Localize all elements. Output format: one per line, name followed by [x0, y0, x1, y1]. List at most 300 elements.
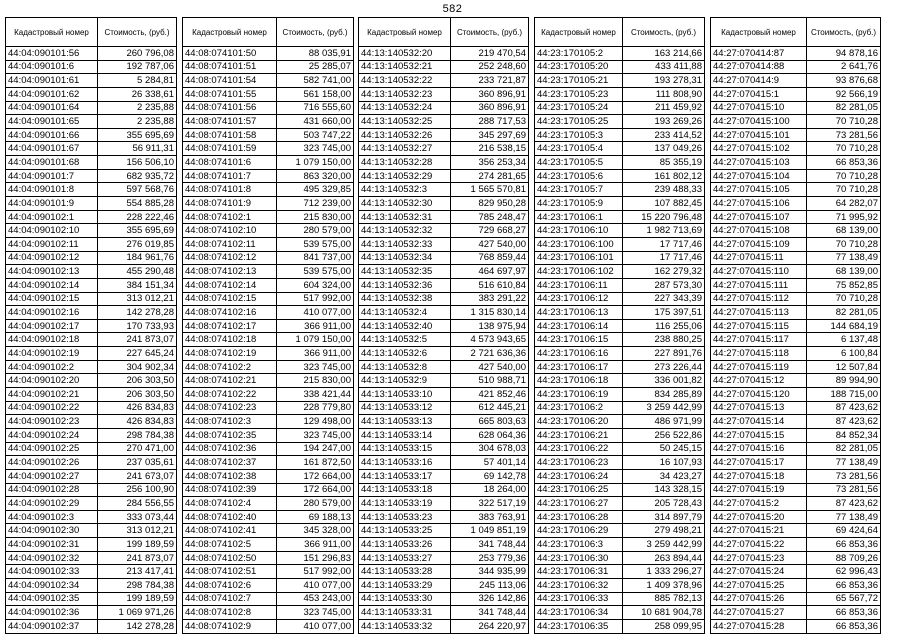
table-row — [535, 142, 705, 156]
cost-cell: 516 610,84 — [451, 278, 529, 292]
table-row — [6, 401, 177, 415]
table-row — [711, 592, 881, 606]
cadastral-number-cell: 44:13:140532:31 — [359, 210, 451, 224]
cost-cell: 228 222,46 — [98, 210, 177, 224]
cost-cell: 93 876,68 — [807, 74, 881, 88]
cadastral-number-cell: 44:23:170106:14 — [535, 319, 623, 333]
cost-cell: 116 255,06 — [623, 319, 705, 333]
table-row — [6, 183, 177, 197]
cost-cell: 1 333 296,27 — [623, 565, 705, 579]
cost-cell: 517 992,00 — [277, 292, 354, 306]
cadastral-number-cell: 44:08:074102:3 — [183, 415, 277, 429]
header-cost: Стоимость, (руб.) — [451, 18, 529, 47]
cost-cell: 431 660,00 — [277, 115, 354, 129]
table-row — [6, 101, 177, 115]
cost-cell: 70 710,28 — [807, 169, 881, 183]
table-row — [711, 101, 881, 115]
cadastral-number-cell: 44:04:090102:34 — [6, 578, 98, 592]
table-row — [535, 360, 705, 374]
table-row — [183, 428, 354, 442]
cost-cell: 143 328,15 — [623, 483, 705, 497]
cost-cell: 188 715,00 — [807, 388, 881, 402]
table-row — [183, 551, 354, 565]
cadastral-number-cell: 44:04:090102:30 — [6, 524, 98, 538]
cadastral-number-cell: 44:23:170105:3 — [535, 128, 623, 142]
cost-cell: 561 158,00 — [277, 87, 354, 101]
table-row — [535, 306, 705, 320]
cadastral-number-cell: 44:08:074101:9 — [183, 197, 277, 211]
cost-cell: 227 891,76 — [623, 347, 705, 361]
cost-cell: 89 994,90 — [807, 374, 881, 388]
table-row — [711, 128, 881, 142]
cost-cell: 716 555,60 — [277, 101, 354, 115]
table-row — [535, 60, 705, 74]
cost-cell: 245 113,06 — [451, 578, 529, 592]
cost-cell: 237 035,61 — [98, 456, 177, 470]
table-row — [6, 606, 177, 620]
cost-cell: 2 721 636,36 — [451, 347, 529, 361]
cost-cell: 712 239,00 — [277, 197, 354, 211]
cadastral-number-cell: 44:23:170105:7 — [535, 183, 623, 197]
cost-cell: 253 779,36 — [451, 551, 529, 565]
cadastral-number-cell: 44:23:170106:10 — [535, 224, 623, 238]
cadastral-number-cell: 44:13:140533:23 — [359, 510, 451, 524]
cost-cell: 270 471,00 — [98, 442, 177, 456]
table-row — [6, 497, 177, 511]
cadastral-number-cell: 44:08:074102:39 — [183, 483, 277, 497]
cost-cell: 276 019,85 — [98, 237, 177, 251]
cost-cell: 355 695,69 — [98, 128, 177, 142]
cost-cell: 184 961,76 — [98, 251, 177, 265]
cadastral-number-cell: 44:27:070415:117 — [711, 333, 807, 347]
table-row — [359, 156, 529, 170]
table-row — [359, 128, 529, 142]
table-row — [359, 101, 529, 115]
cost-cell: 345 297,69 — [451, 128, 529, 142]
cadastral-number-cell: 44:04:090102:14 — [6, 278, 98, 292]
cadastral-number-cell: 44:13:140532:21 — [359, 60, 451, 74]
cadastral-number-cell: 44:04:090102:22 — [6, 401, 98, 415]
table-row — [6, 47, 177, 61]
cadastral-number-cell: 44:27:070415:119 — [711, 360, 807, 374]
cadastral-number-cell: 44:04:090101:66 — [6, 128, 98, 142]
cadastral-number-cell: 44:23:170106:17 — [535, 360, 623, 374]
table-row — [711, 74, 881, 88]
table-row — [535, 128, 705, 142]
table-row — [359, 428, 529, 442]
cadastral-number-cell: 44:04:090102:33 — [6, 565, 98, 579]
cadastral-number-cell: 44:08:074101:6 — [183, 156, 277, 170]
cadastral-number-cell: 44:27:070415:27 — [711, 606, 807, 620]
cost-cell: 729 668,27 — [451, 224, 529, 238]
cost-cell: 162 279,32 — [623, 265, 705, 279]
table-row — [535, 442, 705, 456]
cost-cell: 129 498,00 — [277, 415, 354, 429]
cost-cell: 62 996,43 — [807, 565, 881, 579]
cadastral-number-cell: 44:23:170106:19 — [535, 388, 623, 402]
cadastral-number-cell: 44:04:090102:13 — [6, 265, 98, 279]
table-row — [6, 333, 177, 347]
cost-cell: 172 664,00 — [277, 469, 354, 483]
cost-cell: 88 035,91 — [277, 47, 354, 61]
table-row — [535, 469, 705, 483]
cost-cell: 628 064,36 — [451, 428, 529, 442]
table-row — [359, 538, 529, 552]
cadastral-number-cell: 44:08:074101:55 — [183, 87, 277, 101]
cost-cell: 333 073,44 — [98, 510, 177, 524]
table-row — [183, 292, 354, 306]
cadastral-number-cell: 44:27:070415:15 — [711, 428, 807, 442]
cost-cell: 326 142,86 — [451, 592, 529, 606]
cadastral-number-cell: 44:08:074102:22 — [183, 388, 277, 402]
cadastral-number-cell: 44:13:140532:32 — [359, 224, 451, 238]
table-row — [359, 415, 529, 429]
cadastral-number-cell: 44:23:170106:1 — [535, 210, 623, 224]
cost-cell: 87 423,62 — [807, 415, 881, 429]
cadastral-number-cell: 44:23:170106:16 — [535, 347, 623, 361]
cadastral-number-cell: 44:27:070415:108 — [711, 224, 807, 238]
cadastral-number-cell: 44:23:170106:3 — [535, 538, 623, 552]
cadastral-number-cell: 44:08:074102:51 — [183, 565, 277, 579]
cost-cell: 77 138,49 — [807, 510, 881, 524]
cadastral-number-cell: 44:27:070415:112 — [711, 292, 807, 306]
cadastral-number-cell: 44:13:140532:3 — [359, 183, 451, 197]
cost-cell: 2 235,88 — [98, 115, 177, 129]
cost-cell: 841 737,00 — [277, 251, 354, 265]
cost-cell: 313 012,21 — [98, 524, 177, 538]
cadastral-number-cell: 44:13:140532:22 — [359, 74, 451, 88]
cadastral-number-cell: 44:13:140532:8 — [359, 360, 451, 374]
cadastral-number-cell: 44:13:140533:18 — [359, 483, 451, 497]
cost-cell: 10 681 904,78 — [623, 606, 705, 620]
cost-cell: 138 975,94 — [451, 319, 529, 333]
cadastral-number-cell: 44:04:090101:68 — [6, 156, 98, 170]
cadastral-number-cell: 44:04:090102:29 — [6, 497, 98, 511]
cost-cell: 1 049 851,19 — [451, 524, 529, 538]
cost-cell: 205 728,43 — [623, 497, 705, 511]
cost-cell: 345 328,00 — [277, 524, 354, 538]
cost-cell: 366 911,00 — [277, 538, 354, 552]
cadastral-number-cell: 44:13:140533:19 — [359, 497, 451, 511]
table-row — [711, 169, 881, 183]
cost-cell: 1 982 713,69 — [623, 224, 705, 238]
table-row — [183, 592, 354, 606]
table-row — [6, 415, 177, 429]
cost-cell: 2 235,88 — [98, 101, 177, 115]
table-row — [183, 169, 354, 183]
cadastral-number-cell: 44:13:140533:32 — [359, 619, 451, 633]
cadastral-number-cell: 44:27:070415:111 — [711, 278, 807, 292]
table-row — [535, 183, 705, 197]
cadastral-number-cell: 44:13:140533:26 — [359, 538, 451, 552]
table-row — [359, 74, 529, 88]
cadastral-number-cell: 44:13:140532:23 — [359, 87, 451, 101]
table-row — [535, 47, 705, 61]
cost-cell: 18 264,00 — [451, 483, 529, 497]
cadastral-number-cell: 44:08:074102:9 — [183, 619, 277, 633]
table-row — [711, 210, 881, 224]
cost-cell: 241 673,07 — [98, 469, 177, 483]
cost-cell: 280 579,00 — [277, 497, 354, 511]
cost-cell: 665 803,63 — [451, 415, 529, 429]
cost-cell: 25 285,07 — [277, 60, 354, 74]
cadastral-number-cell: 44:04:090101:9 — [6, 197, 98, 211]
table-row — [535, 565, 705, 579]
cadastral-number-cell: 44:23:170106:2 — [535, 401, 623, 415]
table-row — [711, 415, 881, 429]
cost-cell: 70 710,28 — [807, 115, 881, 129]
cost-cell: 87 423,62 — [807, 497, 881, 511]
cadastral-number-cell: 44:23:170106:34 — [535, 606, 623, 620]
table-row — [359, 197, 529, 211]
table-row — [6, 456, 177, 470]
table-row — [183, 278, 354, 292]
cost-cell: 69 188,13 — [277, 510, 354, 524]
table-row — [535, 278, 705, 292]
cost-cell: 85 355,19 — [623, 156, 705, 170]
cadastral-number-cell: 44:23:170106:18 — [535, 374, 623, 388]
cost-cell: 71 995,92 — [807, 210, 881, 224]
cadastral-number-cell: 44:08:074101:50 — [183, 47, 277, 61]
table-row — [711, 60, 881, 74]
table-row — [711, 428, 881, 442]
table-row — [535, 401, 705, 415]
cadastral-table-5 — [710, 17, 881, 634]
cadastral-number-cell: 44:27:070415:115 — [711, 319, 807, 333]
cadastral-number-cell: 44:08:074102:36 — [183, 442, 277, 456]
cadastral-number-cell: 44:13:140532:27 — [359, 142, 451, 156]
cost-cell: 264 220,97 — [451, 619, 529, 633]
cadastral-number-cell: 44:27:070415:109 — [711, 237, 807, 251]
table-row — [183, 360, 354, 374]
cost-cell: 84 852,34 — [807, 428, 881, 442]
table-row — [6, 60, 177, 74]
cadastral-number-cell: 44:23:170106:35 — [535, 619, 623, 633]
cost-cell: 1 565 570,81 — [451, 183, 529, 197]
cadastral-number-cell: 44:04:090101:67 — [6, 142, 98, 156]
cost-cell: 1 079 150,00 — [277, 156, 354, 170]
cost-cell: 410 077,00 — [277, 578, 354, 592]
cost-cell: 34 423,27 — [623, 469, 705, 483]
cost-cell: 336 001,82 — [623, 374, 705, 388]
cost-cell: 26 338,61 — [98, 87, 177, 101]
cadastral-number-cell: 44:04:090101:56 — [6, 47, 98, 61]
cadastral-number-cell: 44:08:074101:7 — [183, 169, 277, 183]
cadastral-number-cell: 44:08:074102:37 — [183, 456, 277, 470]
table-row — [711, 156, 881, 170]
cost-cell: 70 710,28 — [807, 142, 881, 156]
cost-cell: 66 853,36 — [807, 606, 881, 620]
cadastral-number-cell: 44:08:074101:8 — [183, 183, 277, 197]
cadastral-number-cell: 44:04:090102:3 — [6, 510, 98, 524]
header-cost: Стоимость, (руб.) — [623, 18, 705, 47]
table-row — [535, 115, 705, 129]
cost-cell: 338 421,44 — [277, 388, 354, 402]
table-row — [183, 183, 354, 197]
cost-cell: 206 303,50 — [98, 374, 177, 388]
table-row — [183, 388, 354, 402]
table-row — [711, 578, 881, 592]
cadastral-number-cell: 44:13:140533:15 — [359, 442, 451, 456]
cadastral-number-cell: 44:04:090102:12 — [6, 251, 98, 265]
table-row — [711, 456, 881, 470]
cost-cell: 70 710,28 — [807, 183, 881, 197]
cost-cell: 427 540,00 — [451, 360, 529, 374]
table-row — [359, 333, 529, 347]
cadastral-table-2 — [182, 17, 354, 634]
cost-cell: 144 684,19 — [807, 319, 881, 333]
cadastral-number-cell: 44:13:140532:34 — [359, 251, 451, 265]
cadastral-number-cell: 44:13:140532:30 — [359, 197, 451, 211]
cost-cell: 199 189,59 — [98, 538, 177, 552]
cost-cell: 539 575,00 — [277, 237, 354, 251]
table-row — [6, 251, 177, 265]
table-row — [359, 456, 529, 470]
cadastral-number-cell: 44:08:074102:41 — [183, 524, 277, 538]
cost-cell: 16 107,93 — [623, 456, 705, 470]
cadastral-number-cell: 44:27:070415:105 — [711, 183, 807, 197]
table-row — [6, 224, 177, 238]
cadastral-number-cell: 44:08:074102:1 — [183, 210, 277, 224]
table-row — [359, 442, 529, 456]
cost-cell: 57 401,14 — [451, 456, 529, 470]
table-row — [183, 74, 354, 88]
cadastral-number-cell: 44:27:070415:16 — [711, 442, 807, 456]
cadastral-number-cell: 44:08:074101:54 — [183, 74, 277, 88]
cadastral-number-cell: 44:27:070414:88 — [711, 60, 807, 74]
cost-cell: 77 138,49 — [807, 251, 881, 265]
table-row — [183, 265, 354, 279]
cadastral-number-cell: 44:23:170105:9 — [535, 197, 623, 211]
cost-cell: 344 935,99 — [451, 565, 529, 579]
cost-cell: 1 315 830,14 — [451, 306, 529, 320]
table-row — [711, 524, 881, 538]
cost-cell: 360 896,91 — [451, 87, 529, 101]
cadastral-number-cell: 44:27:070415:19 — [711, 483, 807, 497]
table-row — [535, 156, 705, 170]
cadastral-number-cell: 44:13:140533:27 — [359, 551, 451, 565]
cadastral-number-cell: 44:27:070415:18 — [711, 469, 807, 483]
table-row — [183, 224, 354, 238]
cadastral-number-cell: 44:27:070415:22 — [711, 538, 807, 552]
cost-cell: 863 320,00 — [277, 169, 354, 183]
table-row — [535, 333, 705, 347]
cadastral-number-cell: 44:08:074102:10 — [183, 224, 277, 238]
cost-cell: 341 748,44 — [451, 538, 529, 552]
header-cost: Стоимость, (руб.) — [807, 18, 881, 47]
table-row — [183, 87, 354, 101]
cost-cell: 66 853,36 — [807, 619, 881, 633]
cost-cell: 433 411,88 — [623, 60, 705, 74]
table-row — [359, 469, 529, 483]
cadastral-number-cell: 44:23:170106:31 — [535, 565, 623, 579]
cadastral-number-cell: 44:23:170106:12 — [535, 292, 623, 306]
cadastral-number-cell: 44:27:070415:1 — [711, 87, 807, 101]
table-row — [711, 469, 881, 483]
cost-cell: 199 189,59 — [98, 592, 177, 606]
cost-cell: 88 709,26 — [807, 551, 881, 565]
cost-cell: 17 717,46 — [623, 237, 705, 251]
table-row — [183, 47, 354, 61]
cadastral-number-cell: 44:27:070415:106 — [711, 197, 807, 211]
cost-cell: 94 878,16 — [807, 47, 881, 61]
cost-cell: 288 717,53 — [451, 115, 529, 129]
table-row — [6, 306, 177, 320]
cadastral-number-cell: 44:27:070415:25 — [711, 578, 807, 592]
table-row — [6, 360, 177, 374]
table-row — [183, 128, 354, 142]
cadastral-number-cell: 44:23:170106:24 — [535, 469, 623, 483]
cadastral-number-cell: 44:27:070415:28 — [711, 619, 807, 633]
table-row — [359, 87, 529, 101]
cadastral-table-4 — [534, 17, 705, 634]
cost-cell: 298 784,38 — [98, 578, 177, 592]
cost-cell: 421 852,46 — [451, 388, 529, 402]
cadastral-number-cell: 44:08:074102:35 — [183, 428, 277, 442]
cadastral-table-3 — [358, 17, 529, 634]
cadastral-number-cell: 44:13:140532:26 — [359, 128, 451, 142]
cost-cell: 256 100,90 — [98, 483, 177, 497]
cost-cell: 213 417,41 — [98, 565, 177, 579]
cadastral-number-cell: 44:23:170105:6 — [535, 169, 623, 183]
cost-cell: 82 281,05 — [807, 442, 881, 456]
table-row — [711, 224, 881, 238]
cadastral-number-cell: 44:13:140532:33 — [359, 237, 451, 251]
cost-cell: 885 782,13 — [623, 592, 705, 606]
cost-cell: 68 139,00 — [807, 224, 881, 238]
cost-cell: 503 747,22 — [277, 128, 354, 142]
cadastral-number-cell: 44:04:090102:15 — [6, 292, 98, 306]
cadastral-number-cell: 44:08:074102:17 — [183, 319, 277, 333]
table-row — [711, 87, 881, 101]
cadastral-table-1 — [5, 17, 177, 634]
cadastral-number-cell: 44:04:090101:61 — [6, 74, 98, 88]
cost-cell: 142 278,28 — [98, 619, 177, 633]
cost-cell: 69 424,64 — [807, 524, 881, 538]
table-row — [711, 306, 881, 320]
cost-cell: 304 902,34 — [98, 360, 177, 374]
table-row — [535, 251, 705, 265]
cost-cell: 252 248,60 — [451, 60, 529, 74]
cost-cell: 260 796,08 — [98, 47, 177, 61]
table-row — [535, 497, 705, 511]
cadastral-number-cell: 44:23:170105:4 — [535, 142, 623, 156]
cadastral-number-cell: 44:23:170106:101 — [535, 251, 623, 265]
cadastral-number-cell: 44:08:074101:56 — [183, 101, 277, 115]
cost-cell: 258 099,95 — [623, 619, 705, 633]
table-row — [711, 278, 881, 292]
cadastral-number-cell: 44:04:090102:37 — [6, 619, 98, 633]
cadastral-number-cell: 44:23:170106:32 — [535, 578, 623, 592]
cadastral-number-cell: 44:04:090102:32 — [6, 551, 98, 565]
cadastral-number-cell: 44:04:090102:1 — [6, 210, 98, 224]
table-row — [6, 237, 177, 251]
cost-cell: 510 988,71 — [451, 374, 529, 388]
cost-cell: 486 971,99 — [623, 415, 705, 429]
table-row — [359, 497, 529, 511]
table-row — [535, 197, 705, 211]
table-row — [6, 388, 177, 402]
cost-cell: 426 834,83 — [98, 415, 177, 429]
cost-cell: 256 522,86 — [623, 428, 705, 442]
cost-cell: 834 285,89 — [623, 388, 705, 402]
cadastral-number-cell: 44:08:074101:58 — [183, 128, 277, 142]
table-row — [6, 538, 177, 552]
table-row — [183, 210, 354, 224]
table-row — [359, 115, 529, 129]
table-row — [359, 483, 529, 497]
cost-cell: 82 281,05 — [807, 306, 881, 320]
